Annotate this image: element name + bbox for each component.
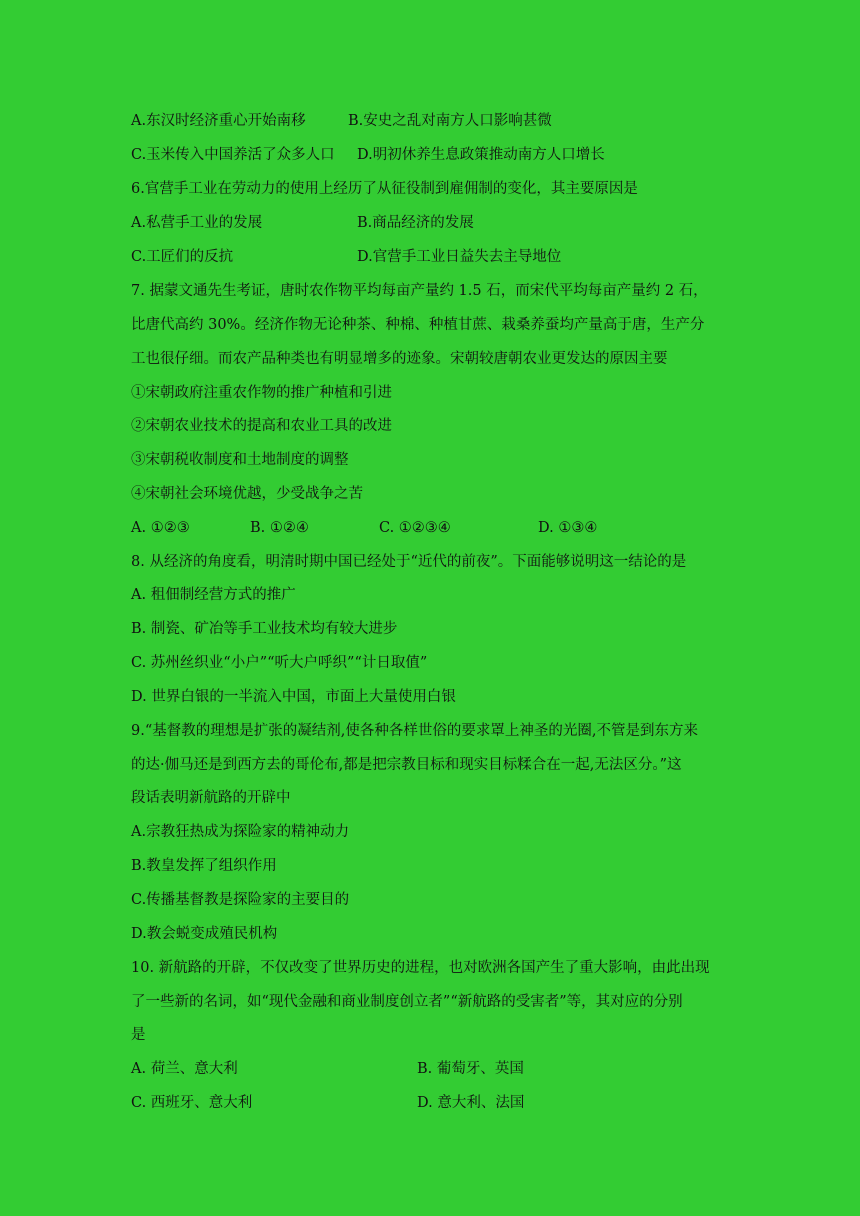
q9-option-c: C.传播基督教是探险家的主要目的 — [131, 892, 350, 908]
q7-option-b: B. ①②④ — [250, 520, 309, 536]
q6-option-d: D.官营手工业日益失去主导地位 — [357, 249, 562, 265]
q10-stem-line-2: 了一些新的名词，如“现代金融和商业制度创立者”“新航路的受害者”等，其对应的分别 — [131, 994, 683, 1010]
q7-stem-line-1: 7. 据蒙文通先生考证，唐时农作物平均每亩产量约 1.5 石，而宋代平均每亩产量约 2 石， — [131, 283, 708, 299]
q6-stem: 6.官营手工业在劳动力的使用上经历了从征役制到雇佣制的变化，其主要原因是 — [131, 181, 638, 197]
q7-item-4: ④宋朝社会环境优越，少受战争之苦 — [131, 486, 363, 502]
q6-option-c: C.工匠们的反抗 — [131, 249, 234, 265]
q9-option-d: D.教会蜕变成殖民机构 — [131, 926, 278, 942]
q9-option-a: A.宗教狂热成为探险家的精神动力 — [131, 824, 350, 840]
q10-option-b: B. 葡萄牙、英国 — [417, 1061, 524, 1077]
q5-option-c: C.玉米传入中国养活了众多人口 — [131, 147, 335, 163]
q9-stem-line-3: 段话表明新航路的开辟中 — [131, 790, 291, 806]
q5-option-d: D.明初休养生息政策推动南方人口增长 — [357, 147, 605, 163]
q8-option-a: A. 租佃制经营方式的推广 — [131, 587, 296, 603]
q8-option-c: C. 苏州丝织业“小户”“听大户呼织”“计日取值” — [131, 655, 428, 671]
q6-option-a: A.私营手工业的发展 — [131, 215, 263, 231]
q8-option-d: D. 世界白银的一半流入中国，市面上大量使用白银 — [131, 689, 456, 705]
q10-option-d: D. 意大利、法国 — [417, 1095, 525, 1111]
q5-option-b: B.安史之乱对南方人口影响甚微 — [348, 113, 552, 129]
q10-stem-line-1: 10. 新航路的开辟，不仅改变了世界历史的进程，也对欧洲各国产生了重大影响，由此出现 — [131, 960, 710, 976]
q8-stem: 8. 从经济的角度看，明清时期中国已经处于“近代的前夜”。下面能够说明这一结论的是 — [131, 554, 687, 570]
q7-option-a: A. ①②③ — [131, 520, 190, 536]
q7-option-c: C. ①②③④ — [379, 520, 451, 536]
q10-option-c: C. 西班牙、意大利 — [131, 1095, 253, 1111]
q10-stem-line-3: 是 — [131, 1027, 146, 1043]
q6-option-b: B.商品经济的发展 — [357, 215, 474, 231]
q5-option-a: A.东汉时经济重心开始南移 — [131, 113, 306, 129]
q7-option-d: D. ①③④ — [538, 520, 598, 536]
q7-item-1: ①宋朝政府注重农作物的推广种植和引进 — [131, 385, 392, 401]
q7-stem-line-2: 比唐代高约 30%。经济作物无论种茶、种棉、种植甘蔗、栽桑养蚕均产量高于唐，生产分 — [131, 317, 705, 333]
q8-option-b: B. 制瓷、矿冶等手工业技术均有较大进步 — [131, 621, 398, 637]
q9-option-b: B.教皇发挥了组织作用 — [131, 858, 277, 874]
q9-stem-line-2: 的达·伽马还是到西方去的哥伦布,都是把宗教目标和现实目标糅合在一起,无法区分。”这 — [131, 757, 682, 773]
q7-stem-line-3: 工也很仔细。而农产品种类也有明显增多的迹象。宋朝较唐朝农业更发达的原因主要 — [131, 351, 668, 367]
q9-stem-line-1: 9.“基督教的理想是扩张的凝结剂,使各种各样世俗的要求罩上神圣的光圈,不管是到东方来 — [131, 723, 698, 739]
q7-item-3: ③宋朝税收制度和土地制度的调整 — [131, 452, 349, 468]
q7-item-2: ②宋朝农业技术的提高和农业工具的改进 — [131, 418, 392, 434]
q10-option-a: A. 荷兰、意大利 — [131, 1061, 238, 1077]
